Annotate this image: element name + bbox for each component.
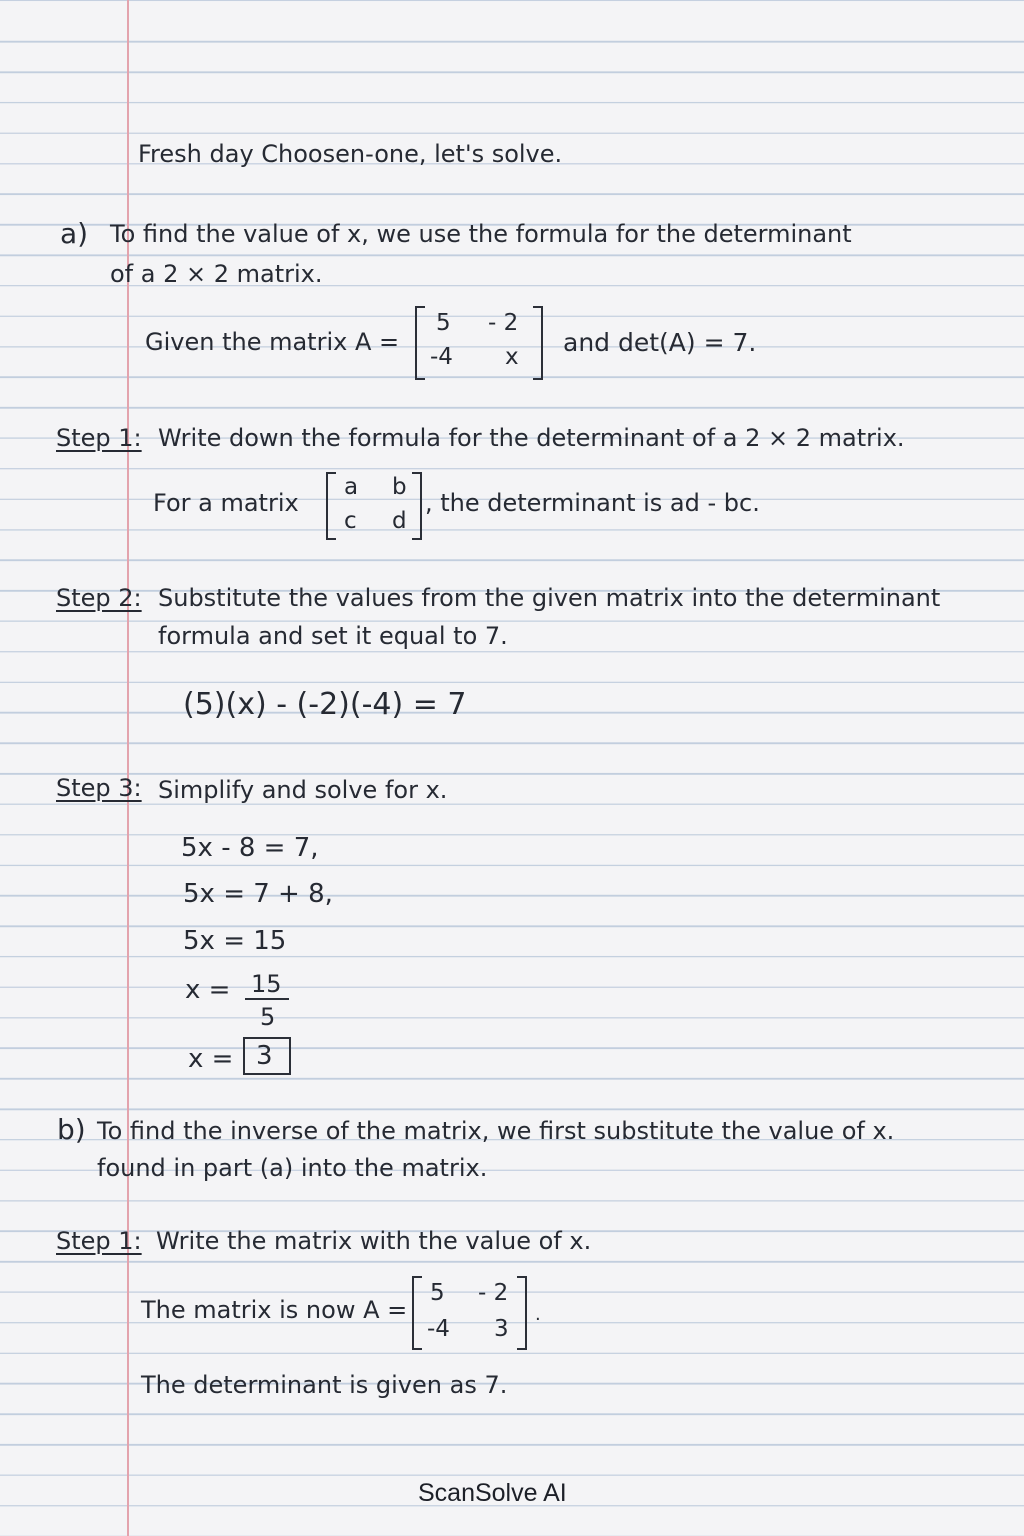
part-b-line2: found in part (a) into the matrix.	[97, 1154, 488, 1182]
left-bracket	[326, 472, 336, 540]
footer-brand: ScanSolve AI	[418, 1479, 567, 1507]
step2-label: Step 2:	[56, 584, 142, 612]
matrix-cell: - 2	[478, 1280, 509, 1306]
right-bracket	[412, 472, 422, 540]
numerator: 15	[251, 970, 282, 998]
step2-equation: (5)(x) - (-2)(-4) = 7	[183, 687, 467, 722]
greeting: Fresh day Choosen-one, let's solve.	[138, 140, 563, 168]
part-a-line2: of a 2 × 2 matrix.	[110, 260, 323, 288]
matrix-cell: x	[505, 344, 519, 370]
answer: 3	[256, 1041, 273, 1071]
part-b-step1-text: Write the matrix with the value of x.	[156, 1227, 592, 1255]
matrix-cell: - 2	[488, 310, 519, 336]
given-prefix: Given the matrix A =	[145, 328, 400, 356]
matrix-cell: 3	[494, 1316, 509, 1342]
part-a-line1: To find the value of x, we use the formula for the determinant	[110, 220, 852, 248]
eq-line: 5x = 15	[183, 926, 287, 956]
left-bracket	[415, 306, 425, 380]
step3-text: Simplify and solve for x.	[158, 776, 448, 804]
step1-text: Write down the formula for the determinant of a 2 × 2 matrix.	[158, 424, 905, 452]
left-bracket	[412, 1276, 422, 1350]
given-suffix: and det(A) = 7.	[563, 328, 757, 357]
for-prefix: For a matrix	[153, 489, 299, 517]
part-b-line1: To find the inverse of the matrix, we first substitute the value of x.	[97, 1117, 895, 1145]
step3-label: Step 3:	[56, 774, 142, 802]
part-b-label: b)	[57, 1113, 86, 1146]
eq-line: x =	[185, 975, 231, 1005]
matrix-cell: 5	[430, 1280, 445, 1306]
denominator: 5	[260, 1003, 276, 1031]
step2-line1: Substitute the values from the given matrix into the determinant	[158, 584, 941, 612]
part-a-label: a)	[60, 217, 89, 250]
determinant-note: The determinant is given as 7.	[141, 1371, 508, 1399]
step2-line2: formula and set it equal to 7.	[158, 622, 508, 650]
matrix-cell: a	[344, 474, 359, 500]
matrix-cell: c	[344, 508, 357, 534]
for-suffix: , the determinant is ad - bc.	[425, 489, 760, 517]
matrix-cell: 5	[436, 310, 451, 336]
fraction-bar	[245, 998, 289, 1000]
eq-line: x =	[188, 1044, 234, 1074]
matrix-cell: -4	[427, 1316, 450, 1342]
part-b-step1-label: Step 1:	[56, 1227, 142, 1255]
now-prefix: The matrix is now A =	[141, 1296, 408, 1324]
step1-label: Step 1:	[56, 424, 142, 452]
right-bracket	[533, 306, 543, 380]
now-suffix: .	[535, 1304, 541, 1325]
matrix-cell: b	[392, 474, 407, 500]
eq-line: 5x - 8 = 7,	[181, 833, 319, 863]
eq-line: 5x = 7 + 8,	[183, 879, 333, 909]
right-bracket	[517, 1276, 527, 1350]
matrix-cell: d	[392, 508, 407, 534]
matrix-cell: -4	[430, 344, 453, 370]
